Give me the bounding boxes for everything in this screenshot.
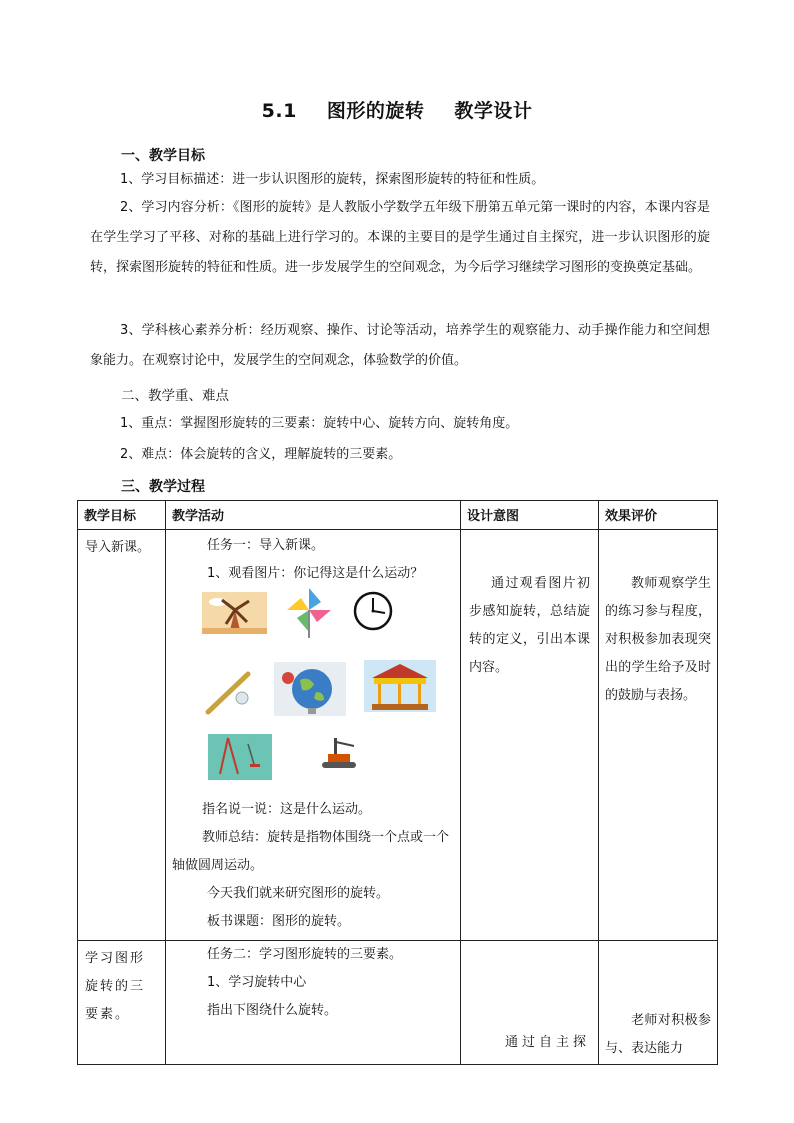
image-row-2 <box>172 646 456 734</box>
row2-activity <box>166 941 461 1065</box>
table-row <box>78 941 718 1065</box>
row1-today: 今天我们就来研究图形的旋转。 <box>207 886 390 901</box>
row2-step2: 指出下图绕什么旋转。 <box>207 1003 338 1018</box>
goal-paragraph-3: 3、学科核心素养分析：经历观察、操作、讨论等活动，培养学生的观察能力、动手操作能力和空间想象能力。在观察讨论中，发展学生的空间观念，体验数学的价值。 <box>90 323 710 368</box>
row2-evaluation: 老师对积极参与、表达能力 <box>599 941 718 1065</box>
row1-task: 任务一：导入新课。 <box>207 538 325 553</box>
table-header-row <box>78 501 718 530</box>
section-heading-goals: 一、教学目标 <box>121 148 205 164</box>
header-intent: 设计意图 <box>461 501 599 530</box>
row1-ask: 指名说一说：这是什么运动。 <box>202 802 372 817</box>
goal-paragraph-2: 2、学习内容分析：《图形的旋转》是人教版小学数学五年级下册第五单元第一课时的内容，本课内容是在学生学习了平移、对称的基础上进行学习的。本课的主要目的是学生通过自主探究，进一步认识图形的旋转，探索图形旋转的特征和性质。进一步发展学生的空间观念，为今后学习继续学习图形的变换奠定基础。 <box>90 200 710 275</box>
row1-summary: 教师总结：旋转是指物体围绕一个点或一个轴做圆周运动。 <box>172 830 450 873</box>
header-goal: 教学目标 <box>78 501 166 530</box>
row1-board: 板书课题：图形的旋转。 <box>207 914 351 929</box>
page-title <box>0 96 794 123</box>
clock-icon <box>352 590 394 632</box>
row1-goal: 导入新课。 <box>78 530 166 941</box>
header-evaluation: 效果评价 <box>599 501 718 530</box>
globe-icon <box>274 662 346 716</box>
title-main: 图形的旋转 <box>326 100 425 122</box>
table-row <box>78 530 718 941</box>
windmill-icon <box>202 592 267 634</box>
row2-step1: 1、学习旋转中心 <box>207 975 307 990</box>
swing-icon <box>208 734 272 780</box>
row2-goal: 学习图形旋转的三要素。 <box>78 941 166 1065</box>
process-table <box>77 500 718 1065</box>
keypoint-paragraph-1: 1、重点：掌握图形旋转的三要素：旋转中心、旋转方向、旋转角度。 <box>120 416 519 431</box>
row1-intent: 通过观看图片初步感知旋转，总结旋转的定义，引出本课内容。 <box>461 530 599 941</box>
row2-intent: 通过自主探 <box>461 941 599 1065</box>
pencil-sharpener-icon <box>202 666 254 718</box>
section-heading-keypoints: 二、教学重、难点 <box>121 388 229 404</box>
title-number: 5.1 <box>261 100 297 122</box>
image-row-1 <box>172 588 456 646</box>
pinwheel-icon <box>287 588 331 638</box>
crane-icon <box>320 736 360 772</box>
carousel-icon <box>364 660 436 712</box>
row1-activity <box>166 530 461 941</box>
keypoint-paragraph-2: 2、难点：体会旋转的含义，理解旋转的三要素。 <box>120 447 402 462</box>
row1-evaluation: 教师观察学生的练习参与程度，对积极参加表现突出的学生给予及时的鼓励与表扬。 <box>599 530 718 941</box>
image-row-3 <box>172 734 456 796</box>
goal-paragraph-1: 1、学习目标描述：进一步认识图形的旋转，探索图形旋转的特征和性质。 <box>120 172 545 187</box>
section-heading-process: 三、教学过程 <box>121 479 205 495</box>
title-suffix: 教学设计 <box>454 100 533 122</box>
row1-step1: 1、观看图片：你记得这是什么运动？ <box>207 566 424 581</box>
row2-task: 任务二：学习图形旋转的三要素。 <box>207 947 403 962</box>
header-activity: 教学活动 <box>166 501 461 530</box>
